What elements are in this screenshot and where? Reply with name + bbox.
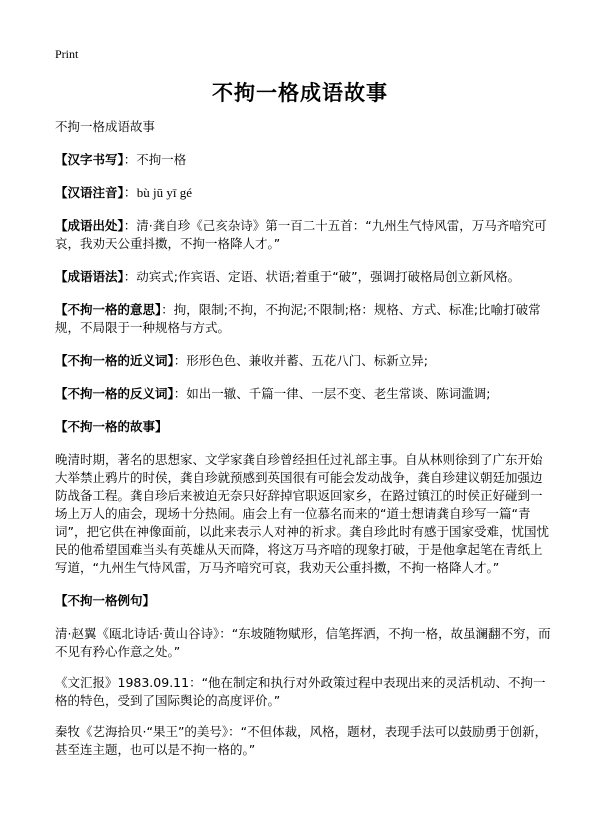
example-item: 《文汇报》1983.09.11：“他在制定和执行对外政策过程中表现出来的灵活机动、不拘一格的特色，受到了国际舆论的高度评价。” (55, 675, 546, 708)
grammar-value: ：动宾式;作宾语、定语、状语;着重于“破”，强调打破格局创立新风格。 (123, 269, 521, 284)
document-body (55, 118, 553, 772)
section-source (55, 217, 553, 253)
section-synonyms (55, 352, 553, 370)
section-writing (55, 151, 553, 169)
examples-heading: 【不拘一格例句】 (55, 593, 156, 608)
meaning-value: ：拘，限制;不拘，不拘泥;不限制;格：规格、方式、标准;比喻打破常规，不局限于一种规格与方式。 (55, 302, 541, 335)
example-item: 清·赵翼《瓯北诗话·黄山谷诗》：“东坡随物赋形，信笔挥洒，不拘一格，故虽澜翻不穷，而不见有矜心作意之处。” (55, 626, 551, 659)
antonyms-label: 【不拘一格的反义词】 (55, 386, 174, 401)
source-label: 【成语出处】 (55, 218, 124, 233)
intro-line: 不拘一格成语故事 (55, 119, 156, 134)
synonyms-value: ：形形色色、兼收并蓄、五花八门、标新立异; (173, 353, 428, 368)
pinyin-label: 【汉语注音】 (55, 185, 124, 200)
page-title: 不拘一格成语故事 (212, 81, 388, 105)
section-pinyin (55, 184, 553, 202)
story-heading: 【不拘一格的故事】 (55, 419, 168, 434)
section-meaning (55, 301, 553, 337)
example-item: 秦牧《艺海拾贝·“果王”的美号》：“不但体裁，风格，题材，表现手法可以鼓励勇于创新，甚至连主题，也可以是不拘一格的。” (55, 724, 548, 757)
writing-label: 【汉字书写】 (55, 152, 124, 167)
synonyms-label: 【不拘一格的近义词】 (55, 353, 174, 368)
writing-value: ：不拘一格 (123, 152, 187, 167)
antonyms-value: ：如出一辙、千篇一律、一层不变、老生常谈、陈词滥调; (173, 386, 491, 401)
pinyin-value: ：bù jū yī gé (123, 185, 193, 200)
grammar-label: 【成语语法】 (55, 269, 124, 284)
section-grammar (55, 268, 553, 286)
print-link[interactable]: Print (55, 47, 79, 61)
story-text: 晚清时期，著名的思想家、文学家龚自珍曾经担任过礼部主事。自从林则徐到了广东开始大举禁止鸦片的时侯，龚自珍就预感到英国很有可能会发动战争，龚自珍建议朝廷加强边防战备工程。龚自珍后来被迫无奈只好辞掉官职返回家乡，在路过镇江的时侯正好碰到一场上万人的庙会，现场十分热闹。庙会上有一位慕名而来的“道士想请龚自珍写一篇“青词”，把它供在神像面前，以此来表示人对神的祈求。龚自珍此时有感于国家受难，忧国忧民的他希望国难当头有英雄从天而降，将这万马齐喑的现象打破，于是他拿起笔在青纸上写道，“九州生气恃风雷，万马齐喑究可哀，我劝天公重抖擞，不拘一格降人才。” (55, 452, 549, 575)
meaning-label: 【不拘一格的意思】 (55, 302, 162, 317)
section-antonyms (55, 385, 553, 403)
source-value: ：清·龚自珍《己亥杂诗》第一百二十五首：“九州生气恃风雷，万马齐喑究可哀，我劝天公重抖擞，不拘一格降人才。” (55, 218, 547, 251)
